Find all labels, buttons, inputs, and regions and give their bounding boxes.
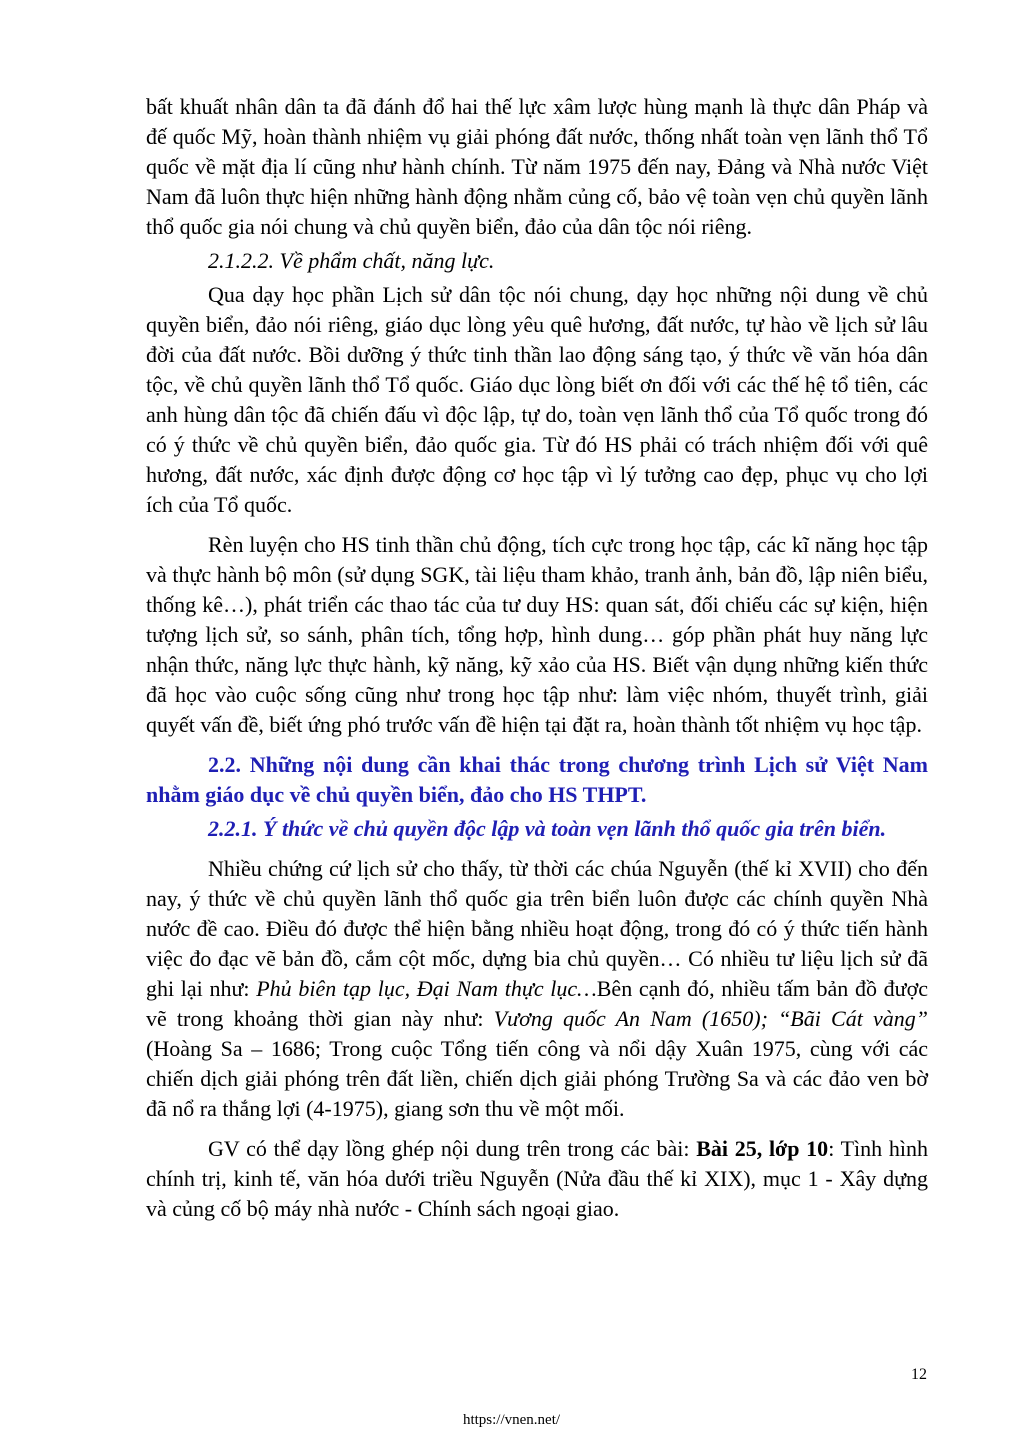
section-heading-2-2-1: 2.2.1. Ý thức về chủ quyền độc lập và toàn vẹn lãnh thổ quốc gia trên biển. xyxy=(208,816,887,841)
paragraph-historical-evidence: Nhiều chứng cứ lịch sử cho thấy, từ thời các chúa Nguyễn (thế kỉ XVII) cho đến nay, ý thức về chủ quyền lãnh thổ quốc gia trên biển luôn được các chính quyền Nhà nước đề cao. Điều đó được thể hiện bằng nhiều hoạt động, trong đó có ý thức tiến hành việc đo đạc vẽ bản đồ, cắm cột mốc, dựng bia chủ quyền… Có nhiều tư liệu lịch sử đã ghi lại như: Phủ biên tạp lục, Đại Nam thực lục…Bên cạnh đó, nhiều tấm bản đồ được vẽ trong khoảng thời gian này như: Vương quốc An Nam (1650); “Bãi Cát vàng” (Hoàng Sa – 1686; Trong cuộc Tổng tiến công và nổi dậy Xuân 1975, cùng với các chiến dịch giải phóng trên đất liền, chiến dịch giải phóng Trường Sa và các đảo ven bờ đã nổ ra thắng lợi (4-1975), giang sơn thu về một mối. xyxy=(146,856,929,1121)
section-heading-2-2: 2.2. Những nội dung cần khai thác trong chương trình Lịch sử Việt Nam nhằm giáo dục về chủ quyền biển, đảo cho HS THPT. xyxy=(146,752,928,807)
subheading-qualities: 2.1.2.2. Về phẩm chất, năng lực. xyxy=(208,248,495,273)
document-body xyxy=(146,92,928,1224)
paragraph-continuation: bất khuất nhân dân ta đã đánh đổ hai thế lực xâm lược hùng mạnh là thực dân Pháp và đế quốc Mỹ, hoàn thành nhiệm vụ giải phóng đất nước, thống nhất toàn vẹn lãnh thổ Tổ quốc về mặt địa lí cũng như hành chính. Từ năm 1975 đến nay, Đảng và Nhà nước Việt Nam đã luôn thực hiện những hành động nhằm củng cố, bảo vệ toàn vẹn chủ quyền lãnh thổ quốc gia nói chung và chủ quyền biển, đảo của dân tộc nói riêng. xyxy=(146,94,928,239)
paragraph-teaching-integration: GV có thể dạy lồng ghép nội dung trên trong các bài: Bài 25, lớp 10: Tình hình chính trị, kinh tế, văn hóa dưới triều Nguyễn (Nửa đầu thế kỉ XIX), mục 1 - Xây dựng và củng cố bộ máy nhà nước - Chính sách ngoại giao. xyxy=(146,1136,928,1221)
paragraph-qualities: Qua dạy học phần Lịch sử dân tộc nói chung, dạy học những nội dung về chủ quyền biển, đảo nói riêng, giáo dục lòng yêu quê hương, đất nước, tự hào về lịch sử lâu đời của đất nước. Bồi dưỡng ý thức tinh thần lao động sáng tạo, ý thức về văn hóa dân tộc, về chủ quyền lãnh thổ Tổ quốc. Giáo dục lòng biết ơn đối với các thế hệ tổ tiên, các anh hùng dân tộc đã chiến đấu vì độc lập, tự do, toàn vẹn lãnh thổ của Tổ quốc trong đó có ý thức về chủ quyền biển, đảo quốc gia. Từ đó HS phải có trách nhiệm đối với quê hương, đất nước, xác định được động cơ học tập vì lý tưởng cao đẹp, phục vụ cho lợi ích của Tổ quốc. xyxy=(146,282,928,517)
footer-url[interactable]: https://vnen.net/ xyxy=(462,1412,561,1428)
page-number: 12 xyxy=(911,1366,927,1383)
paragraph-skills: Rèn luyện cho HS tinh thần chủ động, tích cực trong học tập, các kĩ năng học tập và thực hành bộ môn (sử dụng SGK, tài liệu tham khảo, tranh ảnh, bản đồ, lập niên biểu, thống kê…), phát triển các thao tác của tư duy HS: quan sát, đối chiếu các sự kiện, hiện tượng lịch sử, so sánh, phân tích, tổng hợp, hình dung… góp phần phát huy năng lực nhận thức, năng lực thực hành, kỹ năng, kỹ xảo của HS. Biết vận dụng những kiến thức đã học vào cuộc sống cũng như trong học tập như: làm việc nhóm, thuyết trình, giải quyết vấn đề, biết ứng phó trước vấn đề hiện tại đặt ra, hoàn thành tốt nhiệm vụ học tập. xyxy=(146,532,928,737)
